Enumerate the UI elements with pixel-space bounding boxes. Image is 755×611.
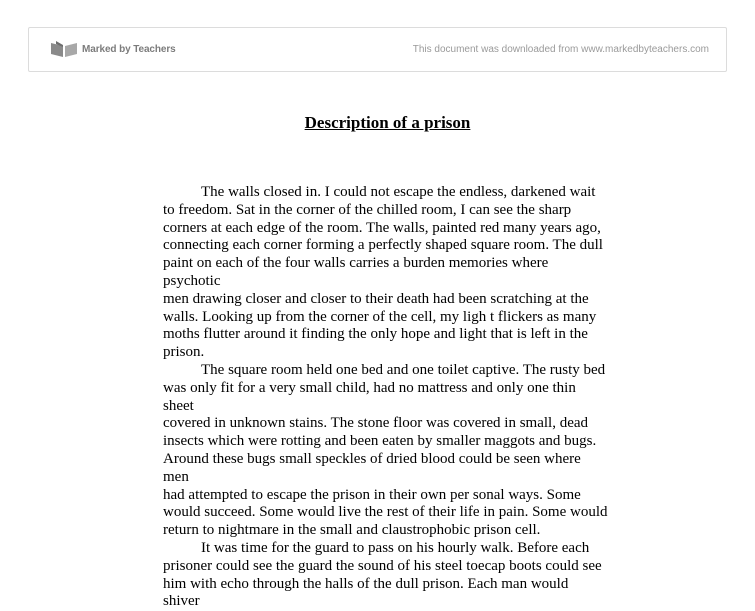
book-logo-icon (50, 40, 78, 58)
download-source-note: This document was downloaded from www.markedbyteachers.com (412, 44, 709, 55)
site-logo[interactable] (50, 40, 176, 58)
document-body (163, 184, 608, 611)
paragraph: It was time for the guard to pass on his hourly walk. Before each prisoner could see the guard the sound of his steel toecap boots could see him with echo through the halls of the dull prison. Each man would shiver (163, 539, 602, 610)
logo-text: Marked by Teachers (82, 43, 176, 55)
paragraph: The square room held one bed and one toilet captive. The rusty bed was only fit for a very small child, had no mattress and only one thin sheet covered in unknown stains. The stone floor was covered in small, dead insects which were rotting and been eaten by smaller maggots and bugs. Around these bugs small speckles of dried blood could be seen where men had attempted to escape the prison in their own per sonal ways. Some would succeed. Some would live the rest of their life in pain. Some would return to nightmare in the small and claustrophobic prison cell. (163, 361, 608, 539)
site-header-bar (28, 27, 727, 72)
document-title: Description of a prison (304, 113, 471, 132)
paragraph: The walls closed in. I could not escape the endless, darkened wait to freedom. Sat in the corner of the chilled room, I can see the sharp corners at each edge of the room. The walls, painted red many years ago, connecting each corner forming a perfectly shaped square room. The dull paint on each of the four walls carries a burden memories where psychotic men drawing closer and closer to their death had been scratching at the walls. Looking up from the corner of the cell, my ligh t flickers as many moths flutter around it finding the only hope and light that is left in the prison. (163, 184, 603, 361)
